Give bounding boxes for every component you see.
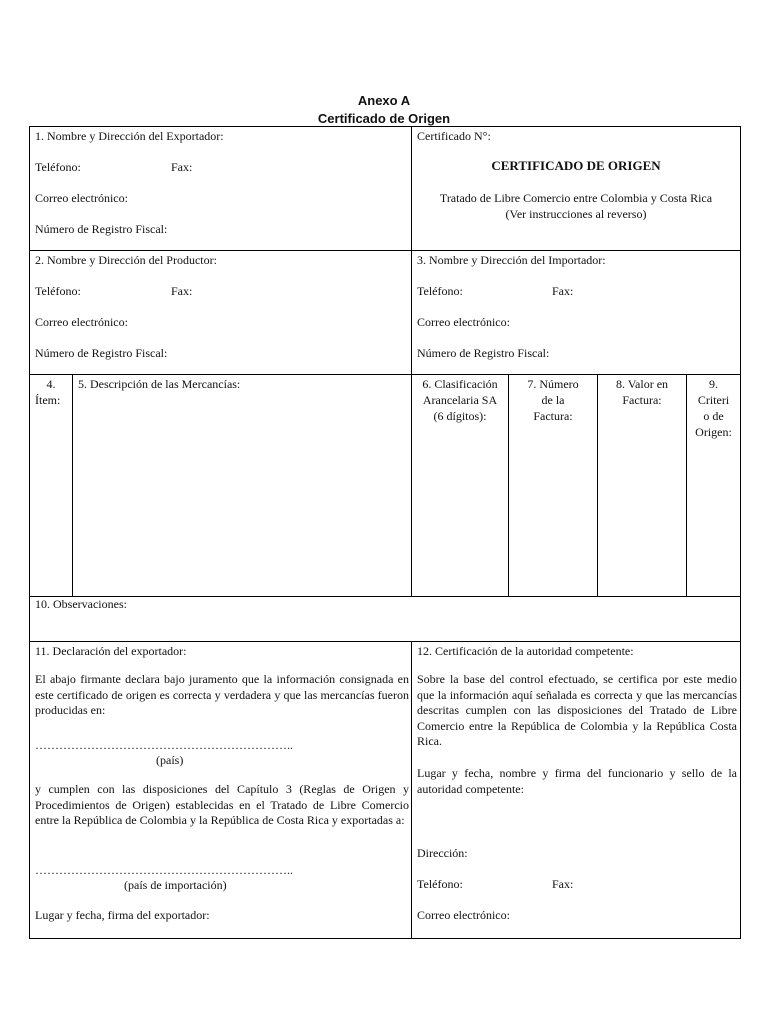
- certificate-heading: CERTIFICADO DE ORIGEN: [491, 158, 661, 173]
- observations-box: [29, 596, 741, 642]
- origin-criterion-header-1: 9.: [709, 377, 718, 391]
- origin-criterion-header-2: Criteri: [697, 393, 730, 407]
- producer-phone: Teléfono:: [35, 284, 81, 298]
- invoice-number-header-3: Factura:: [533, 409, 573, 423]
- invoice-value-header-1: 8. Valor en: [615, 377, 669, 391]
- producer-tax-id: Número de Registro Fiscal:: [35, 346, 168, 360]
- importer-label: 3. Nombre y Dirección del Importador:: [417, 253, 606, 267]
- item-column: [29, 374, 73, 597]
- item-number-header: 4.: [46, 377, 56, 391]
- item-header: Ítem:: [35, 393, 61, 407]
- exporter-declaration-box: [29, 641, 412, 939]
- certificate-box: [411, 126, 741, 251]
- invoice-value-column: [597, 374, 687, 597]
- classification-header-3: (6 dígitos):: [433, 409, 487, 423]
- importer-phone: Teléfono:: [417, 284, 463, 298]
- producer-box: [29, 250, 412, 375]
- country-caption: (país): [156, 753, 184, 767]
- invoice-number-column: [508, 374, 598, 597]
- import-country-dotted-line: ………………………………………………………..: [35, 863, 293, 877]
- observations-label: 10. Observaciones:: [35, 597, 127, 611]
- exporter-place-date-signature: Lugar y fecha, firma del exportador:: [35, 908, 210, 922]
- authority-signature-paragraph: Lugar y fecha, nombre y firma del funcionario y sello de la autoridad competente:: [417, 766, 737, 796]
- origin-criterion-header-3: o de: [703, 409, 724, 423]
- declaration-label: 11. Declaración del exportador:: [35, 644, 187, 658]
- producer-email: Correo electrónico:: [35, 315, 128, 329]
- certificate-number-label: Certificado N°:: [417, 129, 491, 143]
- authority-paragraph: Sobre la base del control efectuado, se certifica por este medio que la información aquí señalada es correcta y que las mercancías descritas cumplen con las disposiciones del Tratado de Libre Comercio entre la República de Colombia y la República Costa Rica.: [417, 672, 737, 748]
- invoice-value-header-2: Factura:: [622, 393, 662, 407]
- classification-header-1: 6. Clasificación: [422, 377, 498, 391]
- authority-certification-box: [411, 641, 741, 939]
- producer-fax: Fax:: [171, 284, 193, 298]
- declaration-paragraph: El abajo firmante declara bajo juramento que la información consignada en este certificado de origen es correcta y verdadera y que las mercancías fueron producidas en:: [35, 672, 409, 717]
- authority-fax: Fax:: [552, 877, 574, 891]
- country-dotted-line: ………………………………………………………..: [35, 738, 293, 752]
- compliance-paragraph: y cumplen con las disposiciones del Capítulo 3 (Reglas de Origen y Procedimientos de Origen) establecidas en el Tratado de Libre Comercio entre la República de Colombia y la República de Costa Rica y exportadas a:: [35, 782, 409, 827]
- exporter-box: [29, 126, 412, 251]
- authority-label: 12. Certificación de la autoridad competente:: [417, 644, 634, 658]
- import-country-caption: (país de importación): [124, 878, 227, 892]
- form-title: Certificado de Origen: [317, 111, 451, 126]
- importer-box: [411, 250, 741, 375]
- invoice-number-header-1: 7. Número: [527, 377, 579, 391]
- producer-label: 2. Nombre y Dirección del Productor:: [35, 253, 217, 267]
- description-header: 5. Descripción de las Mercancías:: [78, 377, 241, 391]
- classification-column: [411, 374, 509, 597]
- origin-criterion-column: [686, 374, 741, 597]
- classification-header-2: Arancelaria SA: [422, 393, 498, 407]
- authority-address: Dirección:: [417, 846, 468, 860]
- exporter-email: Correo electrónico:: [35, 191, 128, 205]
- authority-phone: Teléfono:: [417, 877, 463, 891]
- origin-criterion-header-4: Origen:: [695, 425, 732, 439]
- instructions-note: (Ver instrucciones al reverso): [505, 207, 647, 221]
- importer-tax-id: Número de Registro Fiscal:: [417, 346, 550, 360]
- description-column: [72, 374, 412, 597]
- exporter-tax-id: Número de Registro Fiscal:: [35, 222, 168, 236]
- authority-email: Correo electrónico:: [417, 908, 510, 922]
- annex-title: Anexo A: [357, 93, 411, 108]
- importer-fax: Fax:: [552, 284, 574, 298]
- importer-email: Correo electrónico:: [417, 315, 510, 329]
- treaty-name: Tratado de Libre Comercio entre Colombia y Costa Rica: [439, 191, 713, 205]
- exporter-phone: Teléfono:: [35, 160, 81, 174]
- exporter-fax: Fax:: [171, 160, 193, 174]
- exporter-label: 1. Nombre y Dirección del Exportador:: [35, 129, 224, 143]
- invoice-number-header-2: de la: [541, 393, 565, 407]
